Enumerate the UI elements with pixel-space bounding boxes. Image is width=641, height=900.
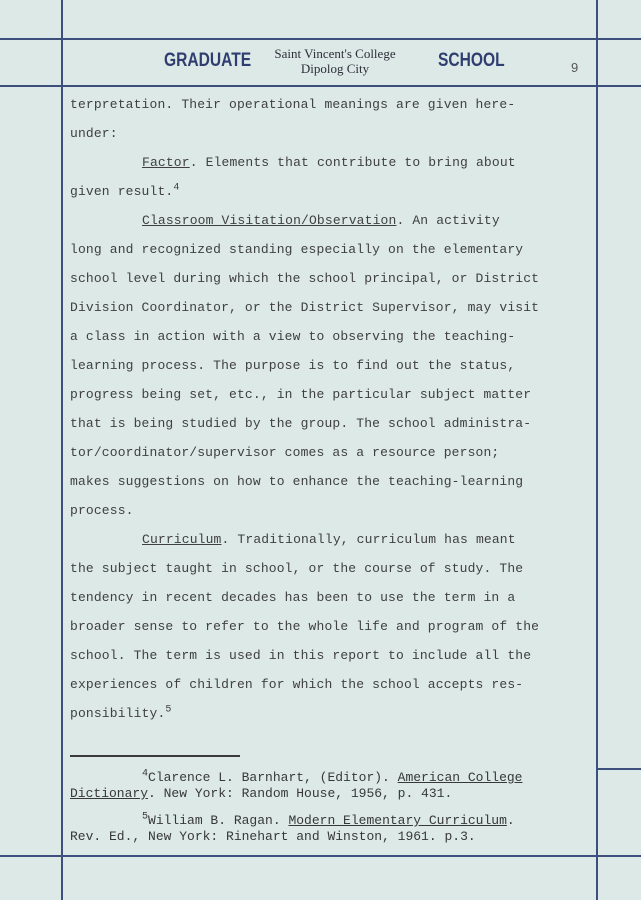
body-line: that is being studied by the group. The school administra- — [70, 416, 532, 431]
body-line: a class in action with a view to observing the teaching- — [70, 329, 516, 344]
header-school: SCHOOL — [438, 50, 505, 71]
body-line: school level during which the school principal, or District — [70, 271, 540, 286]
header-rule — [0, 85, 641, 87]
body-line: experiences of children for which the school accepts res- — [70, 677, 524, 692]
right-margin-rule — [596, 0, 598, 900]
page-number: 9 — [571, 60, 579, 75]
body-text — [70, 90, 595, 728]
college-name: Saint Vincent's College — [274, 46, 396, 61]
footnote-title-cont: Dictionary — [70, 786, 149, 801]
body-line: makes suggestions on how to enhance the teaching-learning — [70, 474, 524, 489]
body-line: tendency in recent decades has been to use the term in a — [70, 590, 516, 605]
footnote-number: 4 — [142, 768, 149, 780]
body-line: school. The term is used in this report to include all the — [70, 648, 532, 663]
term-curriculum: Curriculum — [142, 532, 222, 547]
body-line: broader sense to refer to the whole life and program of the — [70, 619, 540, 634]
footnote-separator — [70, 755, 240, 757]
left-margin-rule — [61, 0, 63, 900]
footnote-ref-4: 4 — [173, 182, 180, 194]
factor-paragraph-end: given result.$^4$ — [70, 182, 180, 199]
footnote-ref-5: 5 — [165, 704, 172, 716]
footnote-line: Rev. Ed., New York: Rinehart and Winston, 1961. p.3. — [70, 829, 476, 844]
body-line: terpretation. Their operational meanings are given here- — [70, 97, 516, 112]
right-short-rule — [598, 768, 641, 770]
footnote-title: American College — [397, 770, 523, 785]
footnote-number: 5 — [142, 811, 149, 823]
body-line: process. — [70, 503, 134, 518]
body-line: learning process. The purpose is to find out the status, — [70, 358, 516, 373]
body-line: long and recognized standing especially on the elementary — [70, 242, 524, 257]
header-graduate: GRADUATE — [164, 50, 252, 71]
body-line: tor/coordinator/supervisor comes as a resource person; — [70, 445, 500, 460]
top-rule — [0, 38, 641, 40]
college-block — [255, 46, 415, 76]
footnote-title: Modern Elementary Curriculum — [288, 813, 507, 828]
footnote-5: $^5$William B. Ragan. Modern Elementary Curriculum. Rev. Ed., New York: Rinehart and Winston, 1961. p.3. — [70, 813, 595, 845]
footnote-4: $^4$Clarence L. Barnhart, (Editor). American College Dictionary. New York: Random House, 1956, p. 431. — [70, 768, 523, 801]
body-line: the subject taught in school, or the course of study. The — [70, 561, 524, 576]
college-city: Dipolog City — [300, 61, 370, 76]
term-classroom-visitation: Classroom Visitation/Observation — [142, 213, 397, 228]
body-line: under: — [70, 126, 118, 141]
body-line: progress being set, etc., in the particular subject matter — [70, 387, 532, 402]
footnotes — [70, 770, 595, 856]
curriculum-paragraph-end: ponsibility.$^5$ — [70, 704, 172, 721]
body-line: Division Coordinator, or the District Supervisor, may visit — [70, 300, 540, 315]
factor-text: . Elements that contribute to bring about — [189, 155, 516, 170]
factor-paragraph — [70, 148, 595, 177]
classroom-paragraph: Classroom Visitation/Observation. An activity — [142, 213, 500, 228]
curriculum-paragraph: Curriculum. Traditionally, curriculum has meant — [142, 532, 516, 547]
term-factor: Factor — [142, 155, 190, 170]
